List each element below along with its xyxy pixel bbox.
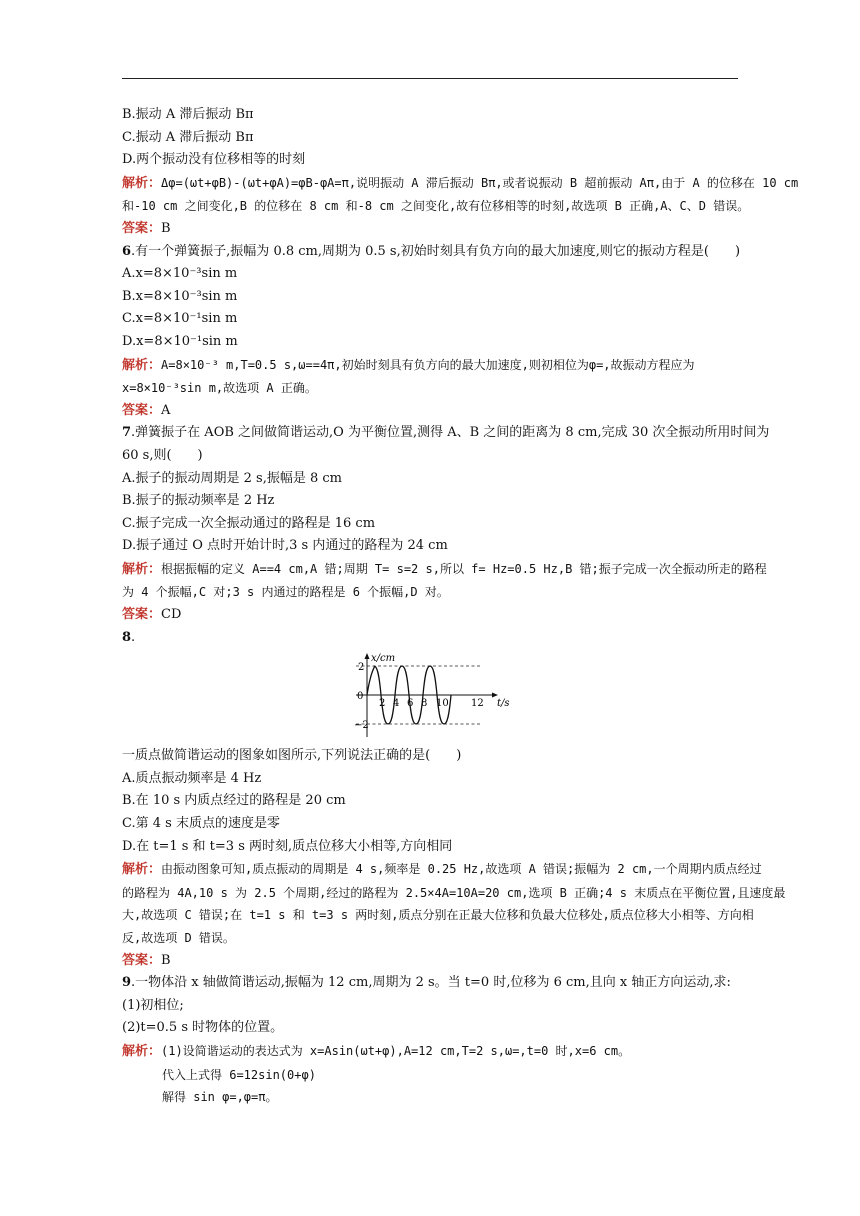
- q7-option-d: D.振子通过 O 点时开始计时,3 s 内通过的路程为 24 cm: [122, 538, 448, 554]
- q8-number-dot: .: [131, 629, 136, 645]
- q7-analysis-cont: 为 4 个振幅,C 对;3 s 内通过的路程是 6 个振幅,D 对。: [122, 585, 449, 600]
- q9-stem: [122, 972, 740, 995]
- q8-analysis-text: 由振动图象可知,质点振动的周期是 4 s,频率是 0.25 Hz,故选项 A 错误;振幅为 2 cm,一个周期内质点经过: [161, 862, 762, 877]
- q5-answer: [122, 218, 740, 241]
- origin-label: 0: [357, 691, 364, 703]
- x-tick-label: 10: [436, 698, 449, 710]
- q8-analysis: [122, 858, 762, 882]
- q8-option-c: C.第 4 s 末质点的速度是零: [122, 816, 280, 832]
- analysis-label: 解析：: [122, 862, 162, 878]
- y-tick-label: 2: [358, 662, 365, 674]
- q5-analysis-cont: 和-10 cm 之间变化,B 的位移在 8 cm 和-8 cm 之间变化,故有位移相等的时刻,故选项 B 正确,A、C、D 错误。: [122, 199, 750, 214]
- q6-number: 6: [122, 243, 132, 259]
- analysis-label: 解析：: [122, 357, 162, 373]
- q7-option-b: B.振子的振动频率是 2 Hz: [122, 493, 275, 509]
- q5-option-b: B.振动 A 滞后振动 Bπ: [122, 107, 254, 122]
- q7-analysis-text: 根据振幅的定义 A==4 cm,A 错;周期 T= s=2 s,所以 f= Hz=0.5 Hz,B 错;振子完成一次全振动所走的路程: [161, 561, 767, 576]
- q8-number: 8: [122, 629, 132, 645]
- q9-part-1: (1)初相位;: [122, 997, 184, 1013]
- q7-analysis: [122, 558, 767, 582]
- q6-analysis-cont: x=8×10⁻³sin m,故选项 A 正确。: [122, 381, 317, 396]
- analysis-label: 解析：: [122, 1043, 162, 1059]
- q6-analysis-text: A=8×10⁻³ m,T=0.5 s,ω==4π,初始时刻具有负方向的最大加速度,则初相位为φ=,故振动方程应为: [161, 357, 695, 372]
- y-tick-label: −2: [354, 720, 369, 732]
- q9-analysis-text: (1)设简谐运动的表达式为 x=Asin(ωt+φ),A=12 cm,T=2 s,ω=,t=0 时,x=6 cm。: [161, 1043, 631, 1058]
- q7-stem-text: .弹簧振子在 AOB 之间做简谐运动,O 为平衡位置,测得 A、B 之间的距离为 8 cm,完成 30 次全振动所用时间为: [131, 425, 770, 441]
- answer-label: 答案：: [122, 402, 162, 418]
- q6-option-a: A.x=8×10⁻³sin m: [122, 266, 238, 282]
- q7-number: 7: [122, 425, 132, 441]
- x-tick-label: 6: [407, 698, 414, 710]
- answer-label: 答案：: [122, 952, 162, 968]
- q9-analysis-cont: 解得 sin φ=,φ=π。: [162, 1090, 278, 1105]
- answer-label: 答案：: [122, 220, 162, 236]
- q8-analysis-cont: 的路程为 4A,10 s 为 2.5 个周期,经过的路程为 2.5×4A=10A=20 cm,选项 B 正确;4 s 末质点在平衡位置,且速度最: [122, 885, 786, 900]
- q7-option-a: A.振子的振动周期是 2 s,振幅是 8 cm: [122, 470, 343, 486]
- q9-analysis-cont: 代入上式得 6=12sin(0+φ): [162, 1067, 316, 1082]
- q7-option-c: C.振子完成一次全振动通过的路程是 16 cm: [122, 515, 376, 531]
- q5-option-d: D.两个振动没有位移相等的时刻: [122, 152, 306, 168]
- vibration-graph-svg: [352, 651, 512, 743]
- q7-stem-cont: 60 s,则( ): [122, 447, 203, 463]
- q8-answer-value: B: [161, 952, 171, 968]
- x-axis-arrow: [492, 693, 498, 698]
- q6-answer: [122, 400, 740, 423]
- q8-option-b: B.在 10 s 内质点经过的路程是 20 cm: [122, 793, 346, 809]
- q6-stem-text: .有一个弹簧振子,振幅为 0.8 cm,周期为 0.5 s,初始时刻具有负方向的最大加速度,则它的振动方程是( ): [131, 243, 741, 259]
- q8-option-d: D.在 t=1 s 和 t=3 s 两时刻,质点位移大小相等,方向相同: [122, 838, 453, 854]
- q9-part-2: (2)t=0.5 s 时物体的位置。: [122, 1020, 284, 1036]
- analysis-label: 解析：: [122, 175, 162, 191]
- q6-analysis: [122, 354, 740, 378]
- q8-number-line: [122, 627, 740, 650]
- q9-analysis: [122, 1040, 740, 1064]
- q5-answer-value: B: [161, 220, 171, 236]
- q5-analysis: [122, 172, 799, 196]
- q6-option-c: C.x=8×10⁻¹sin m: [122, 311, 238, 327]
- x-tick-label: 12: [471, 698, 484, 710]
- x-tick-label: 4: [393, 698, 400, 710]
- x-tick-label: 8: [421, 698, 428, 710]
- header-rule: [122, 78, 738, 79]
- q8-option-a: A.质点振动频率是 4 Hz: [122, 770, 262, 786]
- q6-stem: [122, 241, 740, 264]
- analysis-label: 解析：: [122, 561, 162, 577]
- q8-stem: 一质点做简谐运动的图象如图所示,下列说法正确的是( ): [122, 748, 462, 764]
- y-axis-label: x/cm: [371, 653, 396, 665]
- q8-analysis-cont: 大,故选项 C 错误;在 t=1 s 和 t=3 s 两时刻,质点分别在正最大位移和负最大位移处,质点位移大小相等、方向相: [122, 908, 754, 923]
- q9-stem-text: .一物体沿 x 轴做简谐运动,振幅为 12 cm,周期为 2 s。当 t=0 时,位移为 6 cm,且向 x 轴正方向运动,求:: [131, 975, 731, 991]
- vibration-graph: [122, 651, 740, 743]
- q7-answer-value: CD: [161, 607, 182, 623]
- q5-option-c: C.振动 A 滞后振动 Bπ: [122, 129, 254, 145]
- x-axis-label: t/s: [497, 698, 510, 710]
- q6-answer-value: A: [161, 402, 171, 418]
- q8-analysis-cont: 反,故选项 D 错误。: [122, 931, 235, 945]
- answer-label: 答案：: [122, 607, 162, 623]
- q7-answer: [122, 604, 740, 627]
- y-axis-arrow: [365, 653, 370, 659]
- page-content: [122, 104, 799, 1109]
- q9-number: 9: [122, 975, 132, 991]
- q5-analysis-text: Δφ=(ωt+φB)-(ωt+φA)=φB-φA=π,说明振动 A 滞后振动 Bπ,或者说振动 B 超前振动 Aπ,由于 A 的位移在 10 cm: [161, 175, 799, 190]
- q6-option-b: B.x=8×10⁻³sin m: [122, 288, 238, 304]
- q6-option-d: D.x=8×10⁻¹sin m: [122, 333, 238, 349]
- x-tick-label: 2: [379, 698, 386, 710]
- q8-answer: [122, 950, 740, 973]
- q7-stem: [122, 422, 770, 445]
